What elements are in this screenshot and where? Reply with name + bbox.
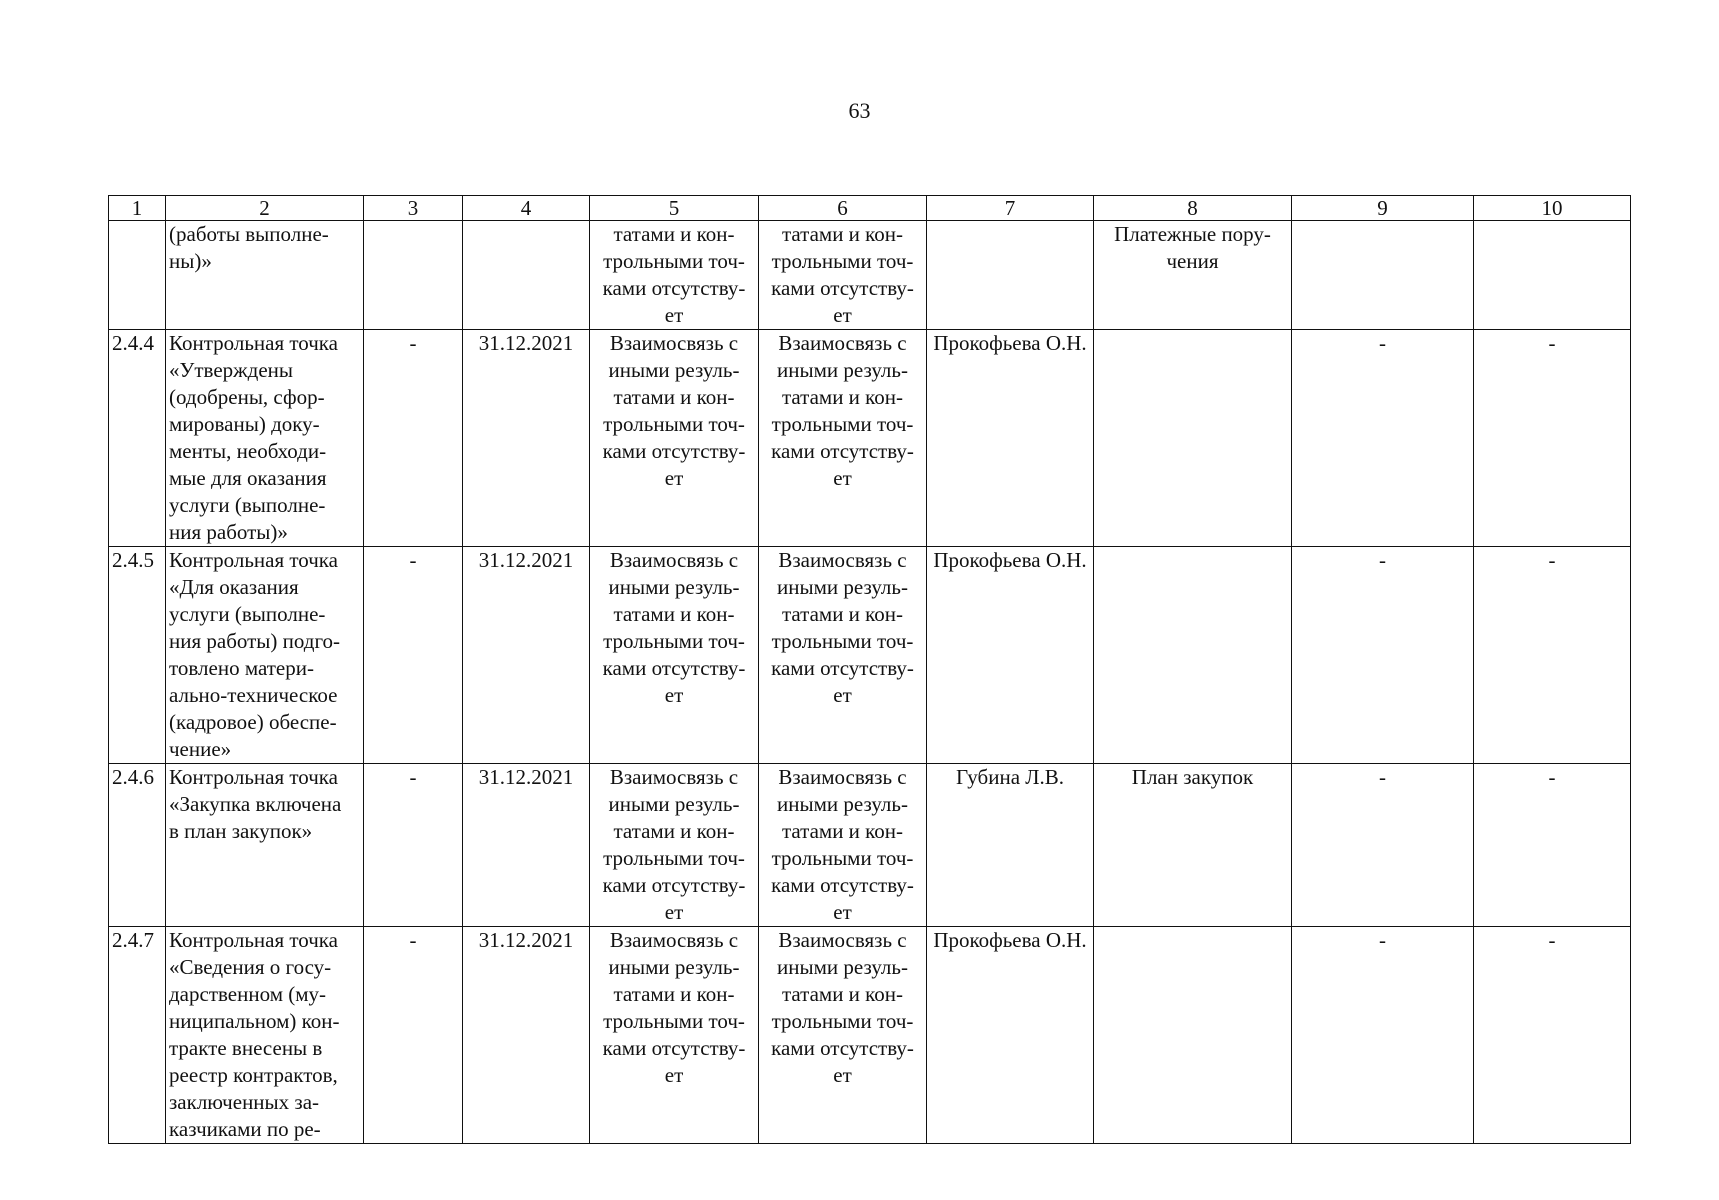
column-3-value: - <box>364 927 463 1144</box>
page-number: 63 <box>848 98 871 123</box>
relation-col-5-line: Взаимосвязь с <box>609 331 739 355</box>
control-point-name-line: ально-техническое <box>169 683 338 707</box>
column-header: 3 <box>364 196 463 221</box>
relation-col-5-line: иными резуль- <box>608 575 740 599</box>
relation-col-6 <box>759 764 927 927</box>
relation-col-6 <box>759 547 927 764</box>
relation-col-5-line: ет <box>664 900 684 924</box>
relation-col-5 <box>590 764 759 927</box>
control-point-name-line: дарственном (му- <box>169 982 327 1006</box>
relation-col-5 <box>590 330 759 547</box>
relation-col-5-line: ками отсутству- <box>602 1036 746 1060</box>
relation-col-5-line: ет <box>664 1063 684 1087</box>
table-row <box>109 927 1631 1144</box>
relation-col-6-line: ками отсутству- <box>771 873 914 897</box>
control-point-name <box>166 221 364 330</box>
document-type <box>1094 330 1292 547</box>
control-point-name-line: мированы) доку- <box>169 412 320 436</box>
column-header: 5 <box>590 196 759 221</box>
column-3-value: - <box>364 330 463 547</box>
control-point-name-line: ния работы)» <box>169 520 288 544</box>
relation-col-6-line: трольными точ- <box>771 412 914 436</box>
relation-col-5-line: ками отсутству- <box>602 873 746 897</box>
table-row <box>109 764 1631 927</box>
control-point-name-line: ны)» <box>169 249 212 273</box>
relation-col-6-line: татами и кон- <box>781 222 904 246</box>
deadline-date: 31.12.2021 <box>463 547 590 764</box>
column-9-value: - <box>1292 764 1474 927</box>
relation-col-6-line: ет <box>833 466 852 490</box>
relation-col-5-line: ет <box>664 683 684 707</box>
control-point-name <box>166 547 364 764</box>
column-9-value: - <box>1292 547 1474 764</box>
relation-col-6 <box>759 927 927 1144</box>
control-point-name-line: «Закупка включена <box>169 792 342 816</box>
item-number <box>109 221 166 330</box>
control-point-name-line: казчиками по ре- <box>169 1117 321 1141</box>
document-type <box>1094 547 1292 764</box>
relation-col-5-line: иными резуль- <box>608 358 740 382</box>
document-type-line: Платежные пору- <box>1114 222 1271 246</box>
column-header: 8 <box>1094 196 1292 221</box>
column-number-row <box>109 196 1631 221</box>
control-point-name-line: Контрольная точка <box>169 765 339 789</box>
document-type <box>1094 764 1292 927</box>
control-point-name-line: в план закупок» <box>169 819 313 843</box>
column-header: 9 <box>1292 196 1474 221</box>
table-row <box>109 547 1631 764</box>
relation-col-5-line: татами и кон- <box>613 819 735 843</box>
relation-col-5-line: трольными точ- <box>603 846 745 870</box>
document-type <box>1094 221 1292 330</box>
relation-col-6-line: Взаимосвязь с <box>778 331 907 355</box>
column-9-value: - <box>1292 927 1474 1144</box>
relation-col-5-line: иными резуль- <box>608 955 740 979</box>
column-9-value <box>1292 221 1474 330</box>
relation-col-5 <box>590 221 759 330</box>
control-point-name-line: мые для оказания <box>169 466 327 490</box>
item-number: 2.4.5 <box>109 547 166 764</box>
column-3-value: - <box>364 764 463 927</box>
document-type-line: чения <box>1166 249 1219 273</box>
relation-col-6-line: ет <box>833 1063 852 1087</box>
control-point-name-line: услуги (выполне- <box>169 602 326 626</box>
column-3-value <box>364 221 463 330</box>
relation-col-5-line: трольными точ- <box>603 1009 745 1033</box>
control-points-table <box>108 195 1631 1144</box>
column-header: 1 <box>109 196 166 221</box>
relation-col-6-line: ками отсутству- <box>771 276 914 300</box>
relation-col-6-line: ками отсутству- <box>771 656 914 680</box>
relation-col-6-line: ет <box>833 303 852 327</box>
relation-col-5-line: ками отсутству- <box>602 276 746 300</box>
control-point-name-line: (кадровое) обеспе- <box>169 710 337 734</box>
relation-col-6-line: ками отсутству- <box>771 439 914 463</box>
column-header: 4 <box>463 196 590 221</box>
deadline-date: 31.12.2021 <box>463 330 590 547</box>
control-point-name-line: тракте внесены в <box>169 1036 323 1060</box>
column-10-value: - <box>1474 330 1631 547</box>
control-point-name-line: ниципальном) кон- <box>169 1009 340 1033</box>
relation-col-6-line: татами и кон- <box>781 819 904 843</box>
control-point-name-line: заключенных за- <box>169 1090 320 1114</box>
column-3-value: - <box>364 547 463 764</box>
relation-col-6-line: Взаимосвязь с <box>778 548 907 572</box>
relation-col-6-line: трольными точ- <box>771 249 914 273</box>
relation-col-6-line: ет <box>833 900 852 924</box>
item-number: 2.4.4 <box>109 330 166 547</box>
relation-col-6-line: трольными точ- <box>771 846 914 870</box>
column-10-value: - <box>1474 547 1631 764</box>
control-point-name-line: Контрольная точка <box>169 928 339 952</box>
relation-col-5-line: трольными точ- <box>603 412 745 436</box>
relation-col-5 <box>590 547 759 764</box>
control-point-name-line: Контрольная точка <box>169 548 339 572</box>
relation-col-5-line: Взаимосвязь с <box>609 765 739 789</box>
deadline-date: 31.12.2021 <box>463 927 590 1144</box>
control-point-name-line: «Сведения о госу- <box>169 955 332 979</box>
column-9-value: - <box>1292 330 1474 547</box>
control-point-name <box>166 927 364 1144</box>
table-row <box>109 330 1631 547</box>
control-point-name-line: (одобрены, сфор- <box>169 385 325 409</box>
relation-col-5-line: Взаимосвязь с <box>609 548 739 572</box>
relation-col-6-line: ками отсутству- <box>771 1036 914 1060</box>
relation-col-6-line: иными резуль- <box>777 792 908 816</box>
table-row <box>109 221 1631 330</box>
column-10-value: - <box>1474 927 1631 1144</box>
control-point-name-line: (работы выполне- <box>169 222 329 246</box>
responsible-person: Прокофьева О.Н. <box>927 330 1094 547</box>
control-point-name-line: «Утверждены <box>169 358 294 382</box>
relation-col-6-line: татами и кон- <box>781 982 904 1006</box>
relation-col-6-line: Взаимосвязь с <box>778 928 907 952</box>
item-number: 2.4.7 <box>109 927 166 1144</box>
control-point-name <box>166 330 364 547</box>
relation-col-5-line: ет <box>664 303 684 327</box>
relation-col-6 <box>759 330 927 547</box>
column-header: 6 <box>759 196 927 221</box>
control-point-name-line: «Для оказания <box>169 575 299 599</box>
relation-col-5-line: трольными точ- <box>603 629 745 653</box>
relation-col-6-line: иными резуль- <box>777 955 908 979</box>
relation-col-5-line: ками отсутству- <box>602 656 746 680</box>
relation-col-5-line: татами и кон- <box>613 602 735 626</box>
column-10-value <box>1474 221 1631 330</box>
relation-col-6 <box>759 221 927 330</box>
relation-col-5-line: ками отсутству- <box>602 439 746 463</box>
relation-col-5-line: трольными точ- <box>603 249 745 273</box>
relation-col-5 <box>590 927 759 1144</box>
deadline-date <box>463 221 590 330</box>
column-header: 7 <box>927 196 1094 221</box>
item-number: 2.4.6 <box>109 764 166 927</box>
relation-col-5-line: татами и кон- <box>613 385 735 409</box>
relation-col-5-line: татами и кон- <box>613 222 735 246</box>
control-point-name-line: чение» <box>169 737 232 761</box>
document-type-line: План закупок <box>1131 765 1254 789</box>
relation-col-6-line: трольными точ- <box>771 1009 914 1033</box>
column-header: 10 <box>1474 196 1631 221</box>
responsible-person: Прокофьева О.Н. <box>927 547 1094 764</box>
relation-col-5-line: Взаимосвязь с <box>609 928 739 952</box>
control-point-name-line: Контрольная точка <box>169 331 339 355</box>
control-point-name <box>166 764 364 927</box>
document-type <box>1094 927 1292 1144</box>
responsible-person: Прокофьева О.Н. <box>927 927 1094 1144</box>
relation-col-6-line: Взаимосвязь с <box>778 765 907 789</box>
control-point-name-line: ния работы) подго- <box>169 629 341 653</box>
column-10-value: - <box>1474 764 1631 927</box>
control-point-name-line: товлено матери- <box>169 656 314 680</box>
relation-col-6-line: иными резуль- <box>777 575 908 599</box>
control-point-name-line: менты, необходи- <box>169 439 327 463</box>
relation-col-6-line: татами и кон- <box>781 602 904 626</box>
relation-col-5-line: ет <box>664 466 684 490</box>
relation-col-6-line: иными резуль- <box>777 358 908 382</box>
deadline-date: 31.12.2021 <box>463 764 590 927</box>
relation-col-6-line: татами и кон- <box>781 385 904 409</box>
control-point-name-line: услуги (выполне- <box>169 493 326 517</box>
responsible-person <box>927 221 1094 330</box>
control-point-name-line: реестр контрактов, <box>169 1063 338 1087</box>
column-header: 2 <box>166 196 364 221</box>
relation-col-5-line: татами и кон- <box>613 982 735 1006</box>
relation-col-6-line: трольными точ- <box>771 629 914 653</box>
relation-col-5-line: иными резуль- <box>608 792 740 816</box>
relation-col-6-line: ет <box>833 683 852 707</box>
responsible-person: Губина Л.В. <box>927 764 1094 927</box>
